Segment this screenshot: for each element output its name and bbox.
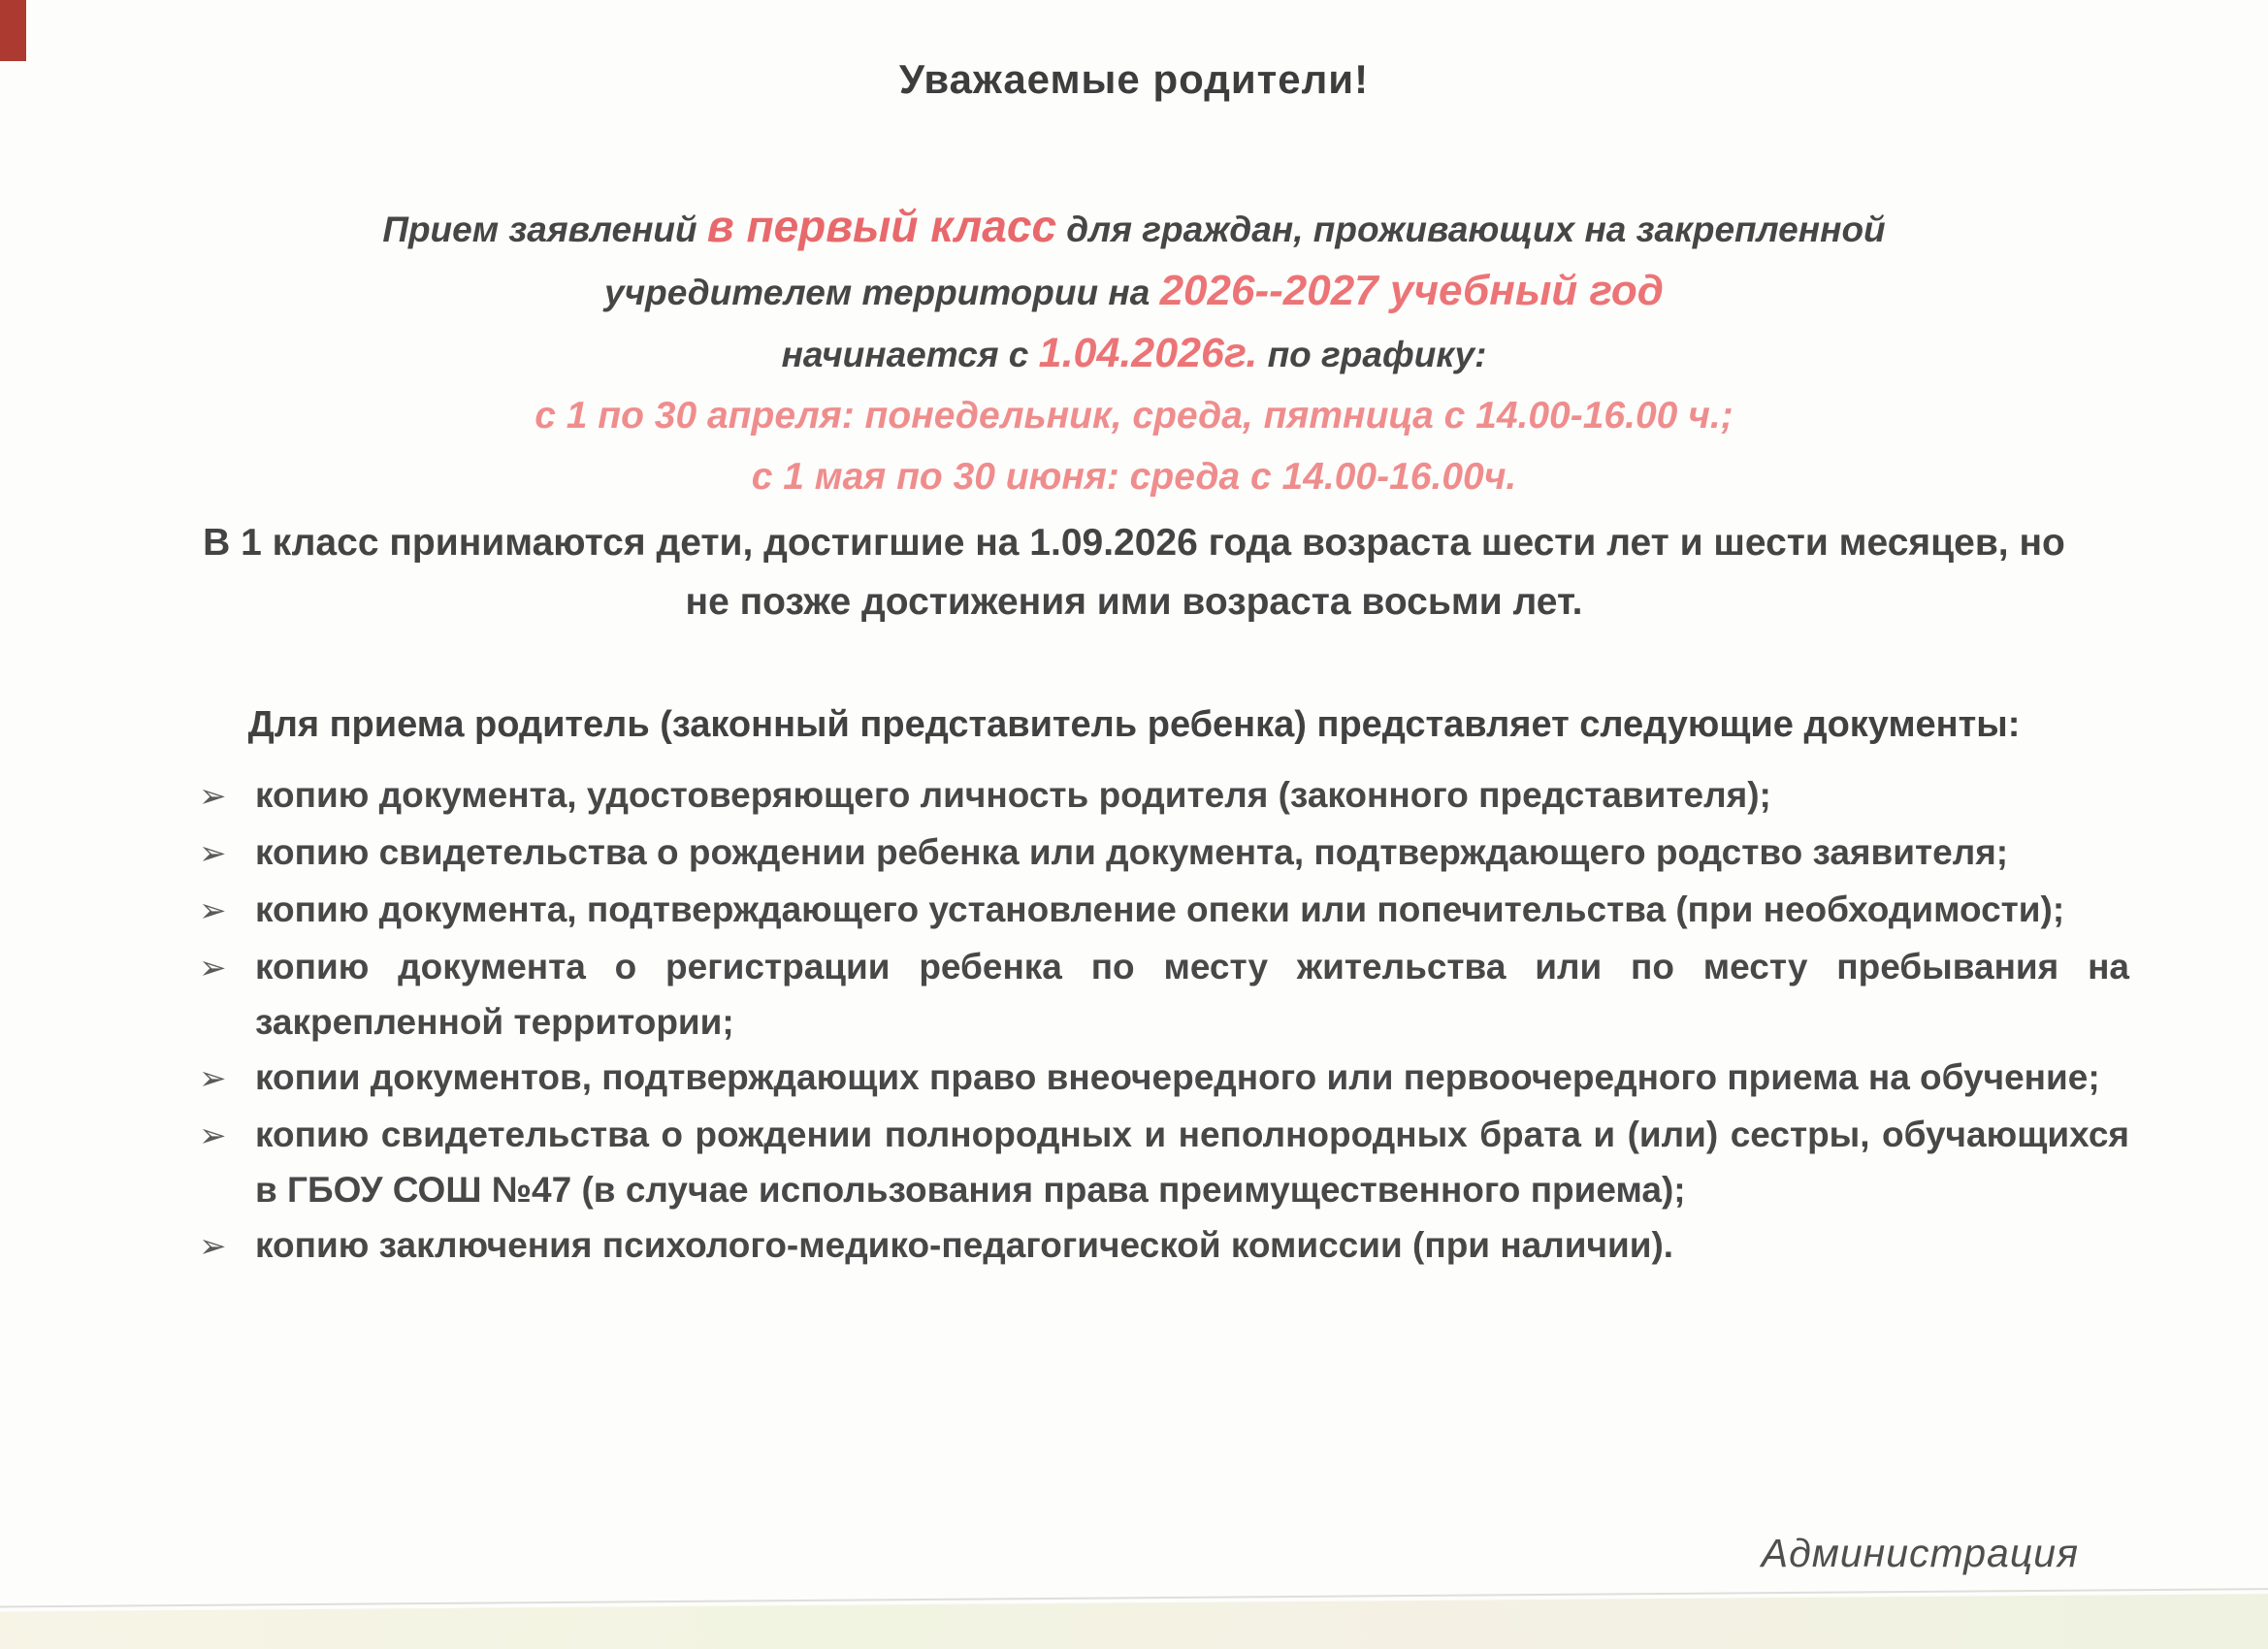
arrow-bullet-icon: ➢ — [199, 835, 227, 872]
intro-line-2-text-pre: учредителем территории на — [604, 273, 1160, 312]
list-item-text: копию свидетельства о рождении ребенка или документа, подтверждающего родство заявителя; — [255, 832, 2009, 872]
intro-line-1-text-pre: Прием заявлений — [382, 210, 707, 249]
arrow-bullet-icon: ➢ — [199, 950, 227, 986]
list-item — [199, 1050, 2129, 1107]
intro-line-3-text-post: по графику: — [1257, 335, 1487, 374]
list-item — [199, 939, 2129, 1050]
schedule-line-1: с 1 по 30 апреля: понедельник, среда, пятница с 14.00-16.00 ч.; — [535, 395, 1733, 436]
documents-heading: Для приема родитель (законный представитель ребенка) представляет следующие документы: — [247, 704, 2021, 745]
arrow-bullet-icon: ➢ — [199, 1228, 227, 1265]
age-requirements-paragraph: В 1 класс принимаются дети, достигшие на 1.09.2026 года возраста шести лет и шести месяцев, но не позже достижения ими возраста восьми лет. — [203, 522, 2065, 623]
signature: Администрация — [1761, 1531, 2079, 1575]
list-item-text: копию заключения психолого-медико-педагогической комиссии (при наличии). — [255, 1225, 1674, 1265]
list-item — [199, 1217, 2129, 1275]
list-item-text: копию документа, удостоверяющего личность родителя (законного представителя); — [255, 775, 1771, 815]
list-item-text: копии документов, подтверждающих право внеочередного или первоочередного приема на обучение; — [255, 1057, 2100, 1097]
list-item-text: копию документа о регистрации ребенка по месту жительства или по месту пребывания на закрепленной территории; — [255, 947, 2129, 1042]
intro-line-3 — [146, 323, 2122, 385]
scan-bottom-strip — [0, 1593, 2268, 1649]
intro-line-1-text-post: для граждан, проживающих на закрепленной — [1056, 210, 1886, 249]
arrow-bullet-icon: ➢ — [199, 892, 227, 929]
intro-line-2 — [146, 260, 2122, 323]
intro-line-1 — [146, 196, 2122, 260]
intro-line-1-highlight: в первый класс — [706, 201, 1057, 251]
list-item-text: копию документа, подтверждающего установление опеки или попечительства (при необходимости); — [255, 889, 2065, 929]
intro-paragraph — [146, 196, 2122, 507]
list-item — [199, 1107, 2129, 1217]
list-item-text: копию свидетельства о рождении полнородных и неполнородных брата и (или) сестры, обучающихся в ГБОУ СОШ №47 (в случае использования права преимущественного приема); — [255, 1115, 2129, 1210]
arrow-bullet-icon: ➢ — [199, 1060, 227, 1097]
intro-line-3-highlight: 1.04.2026г. — [1038, 330, 1258, 376]
list-item — [199, 767, 2129, 824]
arrow-bullet-icon: ➢ — [199, 778, 227, 815]
page-title: Уважаемые родители! — [898, 56, 1370, 102]
list-item — [199, 824, 2129, 882]
arrow-bullet-icon: ➢ — [199, 1117, 227, 1154]
schedule-line-2: с 1 мая по 30 июня: среда с 14.00-16.00ч. — [751, 456, 1517, 498]
documents-list — [199, 767, 2129, 1275]
intro-line-3-text-pre: начинается с — [781, 335, 1039, 374]
intro-line-2-highlight: 2026--2027 учебный год — [1159, 267, 1664, 314]
list-item — [199, 882, 2129, 939]
